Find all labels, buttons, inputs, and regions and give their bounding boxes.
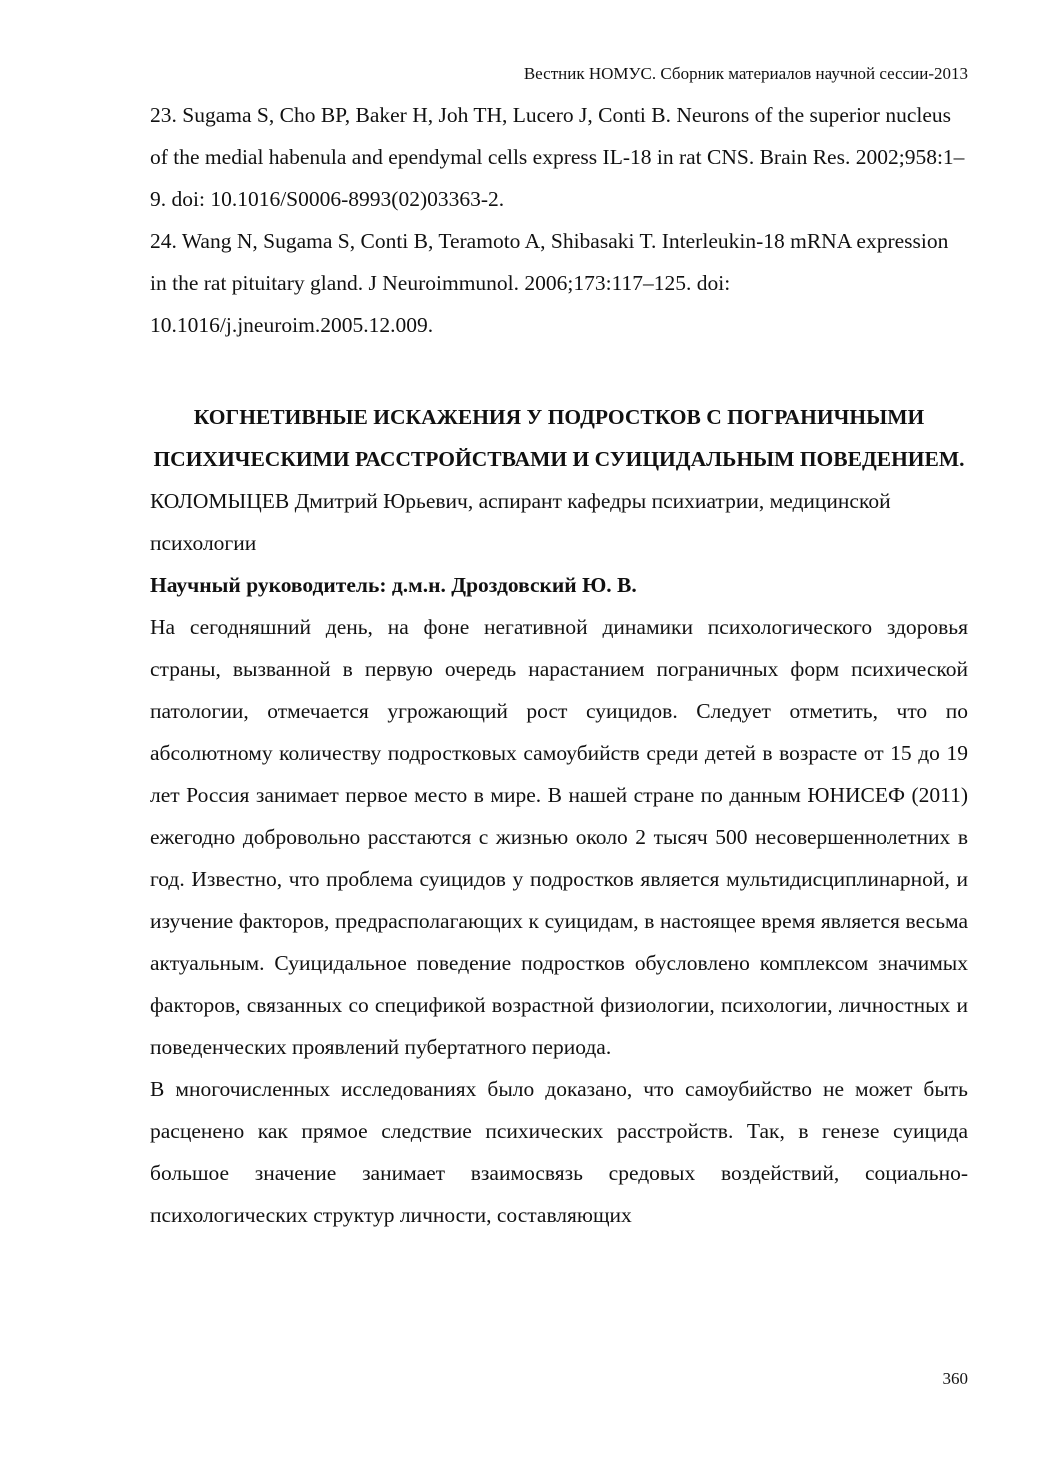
author-line: КОЛОМЫЦЕВ Дмитрий Юрьевич, аспирант кафедры психиатрии, медицинской психологии (150, 489, 891, 555)
running-header: Вестник НОМУС. Сборник материалов научной сессии-2013 (523, 64, 968, 83)
reference-23: 23. Sugama S, Cho BP, Baker H, Joh TH, Lucero J, Conti B. Neurons of the superior nucleus of the medial habenula and ependymal cells express IL-18 in rat CNS. Brain Res. 2002;958:1–9. doi: 10.1016/S0006-8993(02)03363-2. (150, 103, 965, 211)
body-paragraph-2: В многочисленных исследованиях было доказано, что самоубийство не может быть расценено как прямое следствие психических расстройств. Так, в генезе суицида большое значение занимает взаимосвязь средовых воздействий, социально-психологических структур личности, составляющих (150, 1077, 968, 1227)
page-number: 360 (942, 1369, 968, 1388)
article-title: КОГНЕТИВНЫЕ ИСКАЖЕНИЯ У ПОДРОСТКОВ С ПОГРАНИЧНЫМИ ПСИХИЧЕСКИМИ РАССТРОЙСТВАМИ И СУИЦИДАЛЬНЫМ ПОВЕДЕНИЕМ. (153, 405, 965, 471)
body-paragraph-1: На сегодняшний день, на фоне негативной динамики психологического здоровья страны, вызванной в первую очередь нарастанием пограничных форм психической патологии, отмечается угрожающий рост суицидов. Следует отметить, что по абсолютному количеству подростковых самоубийств среди детей в возрасте от 15 до 19 лет Россия занимает первое место в мире. В нашей стране по данным ЮНИСЕФ (2011) ежегодно добровольно расстаются с жизнью около 2 тысяч 500 несовершеннолетних в год. Известно, что проблема суицидов у подростков является мультидисциплинарной, и изучение факторов, предрасполагающих к суицидам, в настоящее время является весьма актуальным. Суицидальное поведение подростков обусловлено комплексом значимых факторов, связанных со спецификой возрастной физиологии, психологии, личностных и поведенческих проявлений пубертатного периода. (150, 615, 968, 1059)
reference-24: 24. Wang N, Sugama S, Conti B, Teramoto A, Shibasaki T. Interleukin-18 mRNA expression in the rat pituitary gland. J Neuroimmunol. 2006;173:117–125. doi: 10.1016/j.jneuroim.2005.12.009. (150, 229, 949, 337)
page-content (150, 94, 968, 1236)
supervisor-line: Научный руководитель: д.м.н. Дроздовский Ю. В. (150, 573, 637, 597)
